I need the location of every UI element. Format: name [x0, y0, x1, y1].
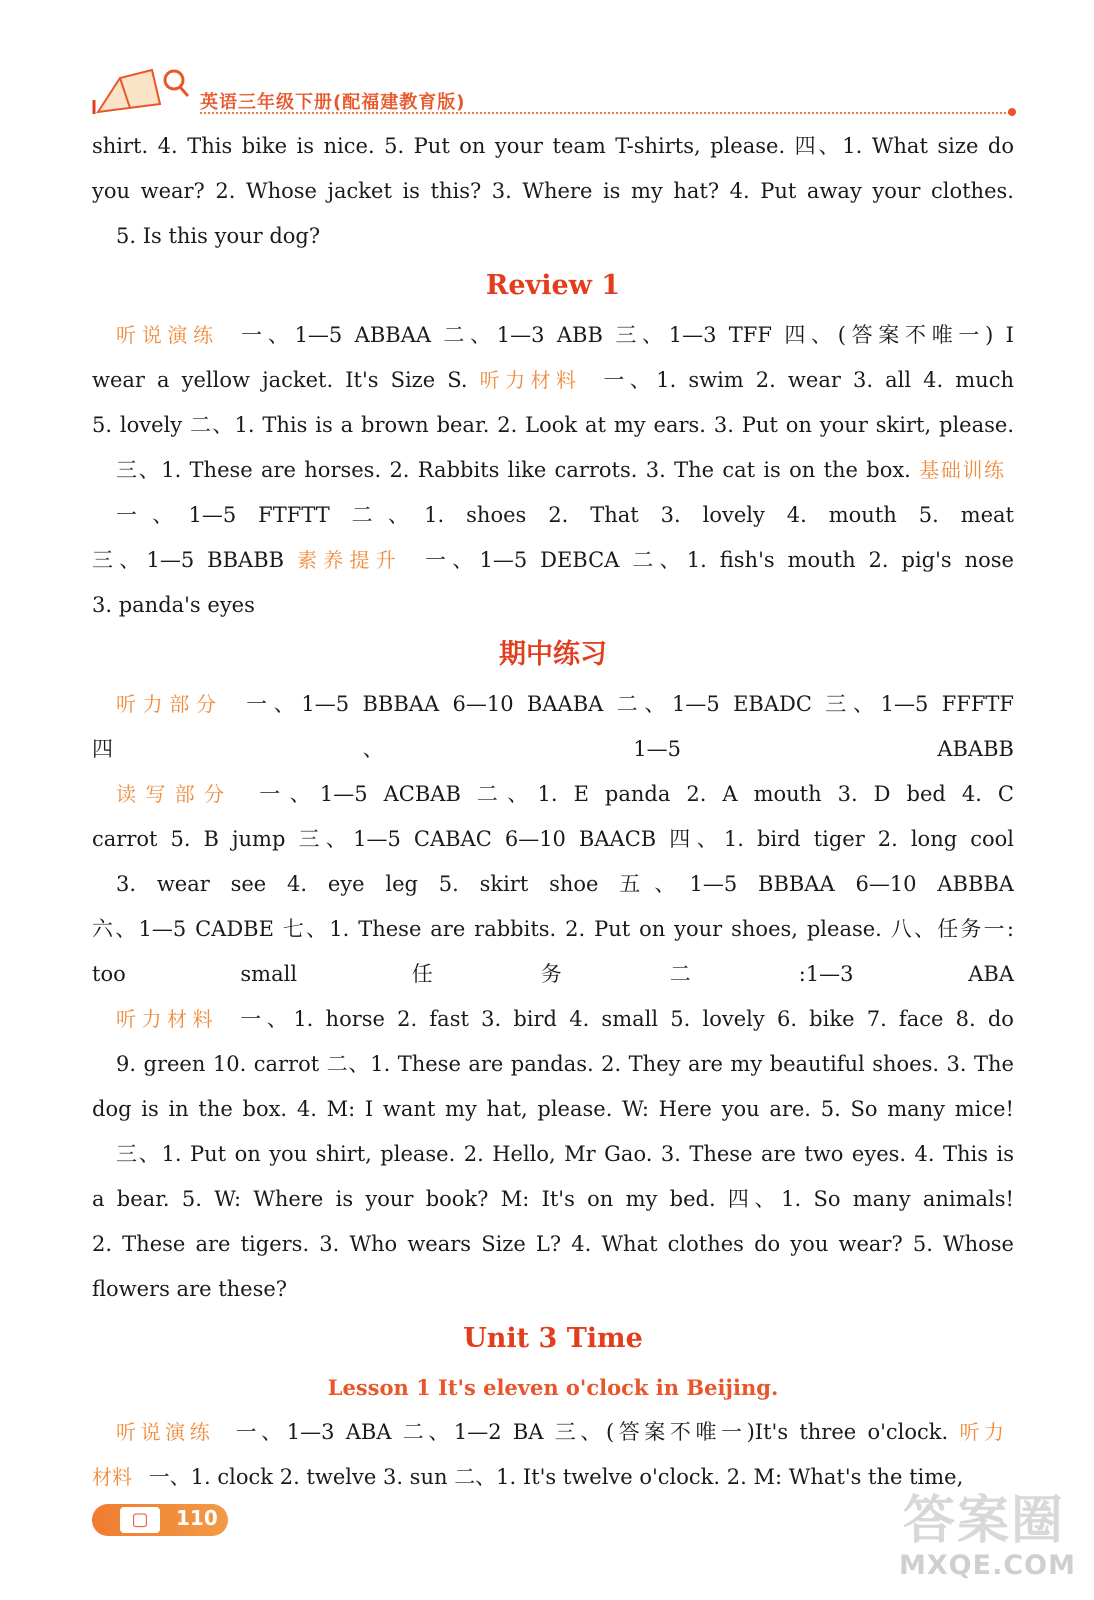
- watermark-text: 答案圈: [903, 1491, 1066, 1551]
- book-icon: ▢: [120, 1507, 160, 1533]
- section-tag: 基础训练: [919, 458, 1004, 482]
- answer-line: carrot 5. B jump 三、1—5 CABAC 6—10 BAACB 四、1. bird tiger 2. long cool: [92, 827, 1014, 851]
- lesson-title: Lesson 1 It's eleven o'clock in Beijing.: [327, 1375, 779, 1400]
- section-tag: 素养提升: [297, 548, 403, 572]
- answer-line: 三、1. Put on you shirt, please. 2. Hello, Mr Gao. 3. These are two eyes. 4. This is: [116, 1142, 1014, 1166]
- answer-content: [92, 124, 1014, 1500]
- answer-paragraph: [92, 682, 1014, 1312]
- header-divider: [200, 112, 1010, 114]
- answer-line: 9. green 10. carrot 二、1. These are pandas. 2. They are my beautiful shoes. 3. The: [116, 1052, 1014, 1076]
- answer-line: 听说演练 一、1—3 ABA 二、1—2 BA 三、(答案不唯一)It's three o'clock. 听力: [116, 1420, 1005, 1444]
- section-tag: 材料: [92, 1465, 132, 1489]
- answer-line: 3. wear see 4. eye leg 5. skirt shoe 五、1—5 BBBAA 6—10 ABBBA: [116, 872, 1014, 896]
- section-tag: 听说演练: [116, 1420, 215, 1444]
- section-tag: 听说演练: [116, 323, 219, 347]
- answer-line: 5. Is this your dog?: [116, 224, 321, 248]
- answer-paragraph: [92, 313, 1014, 628]
- header-divider-dot: [1008, 108, 1016, 116]
- answer-line: 听说演练 一、1—5 ABBAA 二、1—3 ABB 三、1—3 TFF 四、(答案不唯一) I: [116, 323, 1014, 347]
- answer-line: 一、1—5 FTFTT 二、1. shoes 2. That 3. lovely 4. mouth 5. meat: [116, 503, 1014, 527]
- answer-line: 听力材料 一、1. horse 2. fast 3. bird 4. small 5. lovely 6. bike 7. face 8. do: [116, 1007, 1014, 1031]
- page-footer: [92, 1504, 232, 1538]
- answer-line: 四、1—5 ABABB: [92, 737, 1014, 761]
- answer-paragraph: [92, 124, 1014, 259]
- section-tag: 读写部分: [116, 782, 234, 806]
- answer-line: 5. lovely 二、1. This is a brown bear. 2. Look at my ears. 3. Put on your skirt, please.: [92, 413, 1014, 437]
- answer-line: 2. These are tigers. 3. Who wears Size L? 4. What clothes do you wear? 5. Whose: [92, 1232, 1014, 1256]
- answer-line: 三、1. These are horses. 2. Rabbits like carrots. 3. The cat is on the box. 基础训练: [116, 458, 1004, 482]
- page-header: [90, 60, 1020, 122]
- answer-paragraph: [92, 1410, 1014, 1500]
- section-title: 期中练习: [499, 639, 607, 670]
- answer-line: wear a yellow jacket. It's Size S. 听力材料 一、1. swim 2. wear 3. all 4. much: [92, 368, 1014, 392]
- watermark-url: MXQE.COM: [899, 1550, 1076, 1581]
- header-title: 英语三年级下册(配福建教育版): [200, 92, 466, 113]
- answer-line: 六、1—5 CADBE 七、1. These are rabbits. 2. Put on your shoes, please. 八、任务一:: [92, 917, 1014, 941]
- answer-line: too small 任务二:1—3 ABA: [92, 962, 1014, 986]
- answer-line: 三、1—5 BBABB 素养提升 一、1—5 DEBCA 二、1. fish's mouth 2. pig's nose: [92, 548, 1014, 572]
- section-title: Review 1: [485, 270, 621, 301]
- section-tag: 听力: [959, 1420, 1005, 1444]
- answer-line: 材料 一、1. clock 2. twelve 3. sun 二、1. It's twelve o'clock. 2. M: What's the time,: [92, 1465, 964, 1489]
- section-tag: 听力材料: [479, 368, 582, 392]
- answer-line: 听力部分 一、1—5 BBBAA 6—10 BAABA 二、1—5 EBADC 三、1—5 FFFTF: [116, 692, 1014, 716]
- section-title: Unit 3 Time: [463, 1323, 643, 1354]
- section-tag: 听力材料: [116, 1007, 219, 1031]
- watermark: [895, 1478, 1075, 1588]
- answer-line: 读写部分 一、1—5 ACBAB 二、1. E panda 2. A mouth 3. D bed 4. C: [116, 782, 1014, 806]
- answer-line: dog is in the box. 4. M: I want my hat, please. W: Here you are. 5. So many mice!: [92, 1097, 1014, 1121]
- answer-line: 3. panda's eyes: [92, 593, 255, 617]
- answer-line: you wear? 2. Whose jacket is this? 3. Where is my hat? 4. Put away your clothes.: [92, 179, 1014, 203]
- header-illustration-icon: [90, 60, 190, 116]
- section-tag: 听力部分: [116, 692, 223, 716]
- answer-line: shirt. 4. This bike is nice. 5. Put on your team T-shirts, please. 四、1. What size do: [92, 134, 1014, 158]
- answer-line: a bear. 5. W: Where is your book? M: It's on my bed. 四、1. So many animals!: [92, 1187, 1014, 1211]
- page-number: 110: [176, 1506, 218, 1530]
- answer-line: flowers are these?: [92, 1277, 288, 1301]
